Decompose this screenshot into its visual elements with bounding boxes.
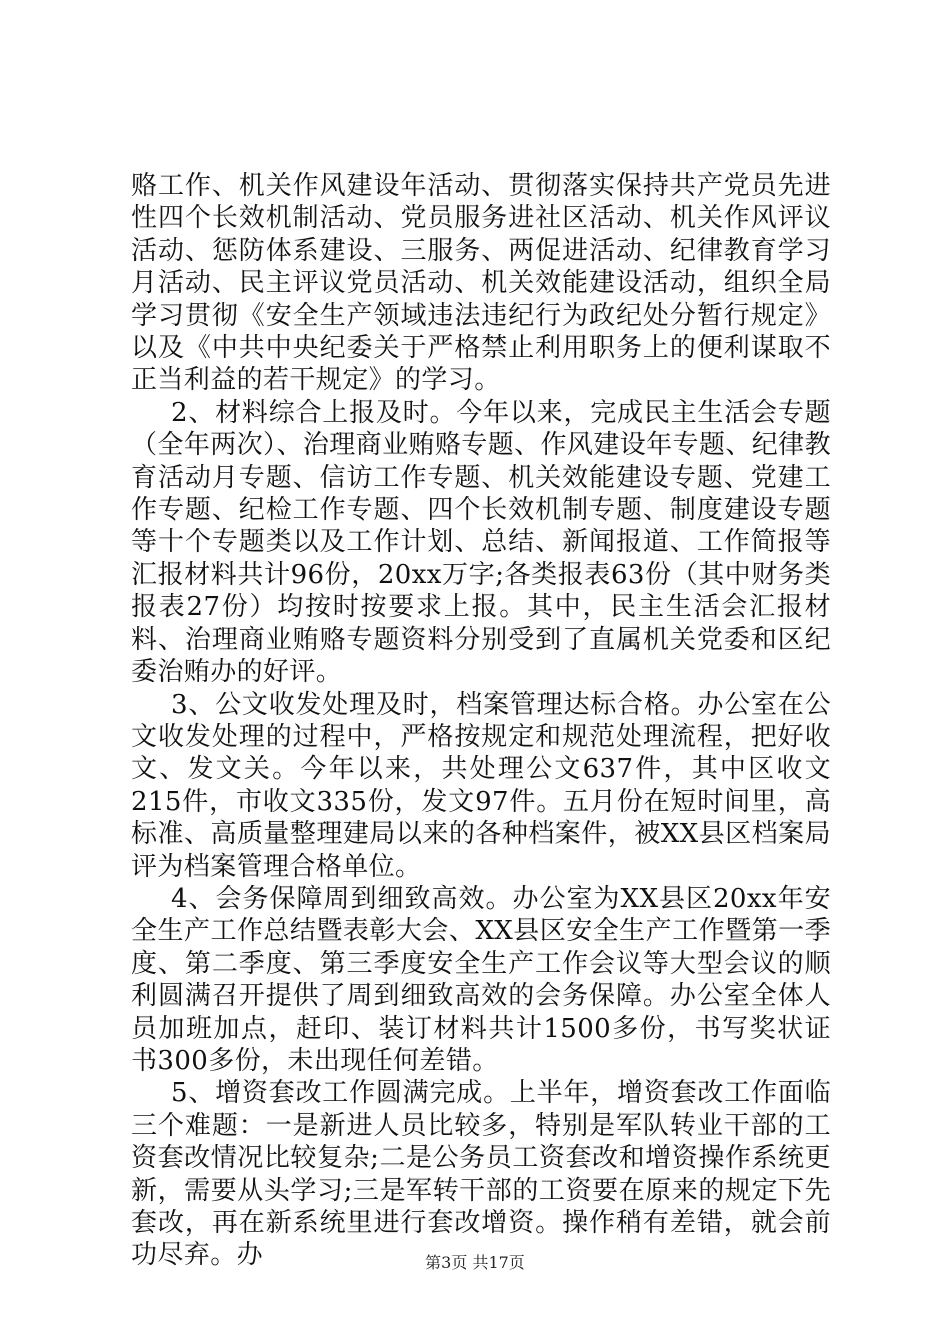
paragraph-item-5: 5、增资套改工作圆满完成。上半年，增资套改工作面临三个难题：一是新进人员比较多，特别是军队转业干部的工资套改情况比较复杂;二是公务员工资套改和增资操作系统更新，需要从头学习;三是军转干部的工资要在原来的规定下先套改，再在新系统里进行套改增资。操作稍有差错，就会前功尽弃。办 [131,1078,831,1271]
paragraph-continuation: 赂工作、机关作风建设年活动、贯彻落实保持共产党员先进性四个长效机制活动、党员服务进社区活动、机关作风评议活动、惩防体系建设、三服务、两促进活动、纪律教育学习月活动、民主评议党员活动、机关效能建设活动，组织全局学习贯彻《安全生产领域违法违纪行为政纪处分暂行规定》以及《中共中央纪委关于严格禁止利用职务上的便利谋取不正当利益的若干规定》的学习。 [131,171,831,396]
paragraph-item-2: 2、材料综合上报及时。今年以来，完成民主生活会专题（全年两次）、治理商业贿赂专题、作风建设年专题、纪律教育活动月专题、信访工作专题、机关效能建设专题、党建工作专题、纪检工作专题、四个长效机制专题、制度建设专题等十个专题类以及工作计划、总结、新闻报道、工作简报等汇报材料共计96份，20xx万字;各类报表63份（其中财务类报表27份）均按时按要求上报。其中，民主生活会汇报材料、治理商业贿赂专题资料分别受到了直属机关党委和区纪委治贿办的好评。 [131,397,831,688]
document-body [131,170,831,1272]
paragraph-item-4: 4、会务保障周到细致高效。办公室为XX县区20xx年安全生产工作总结暨表彰大会、XX县区安全生产工作暨第一季度、第二季度、第三季度安全生产工作会议等大型会议的顺利圆满召开提供了周到细致高效的会务保障。办公室全体人员加班加点，赶印、装订材料共计1500多份，书写奖状证书300多份，未出现任何差错。 [131,883,831,1076]
paragraph-item-3: 3、公文收发处理及时，档案管理达标合格。办公室在公文收发处理的过程中，严格按规定和规范处理流程，把好收文、发文关。今年以来，共处理公文637件，其中区收文215件，市收文335份，发文97件。五月份在短时间里，高标准、高质量整理建局以来的各种档案件，被XX县区档案局评为档案管理合格单位。 [131,689,831,882]
page-number-footer: 第3页 共17页 [425,1253,525,1272]
